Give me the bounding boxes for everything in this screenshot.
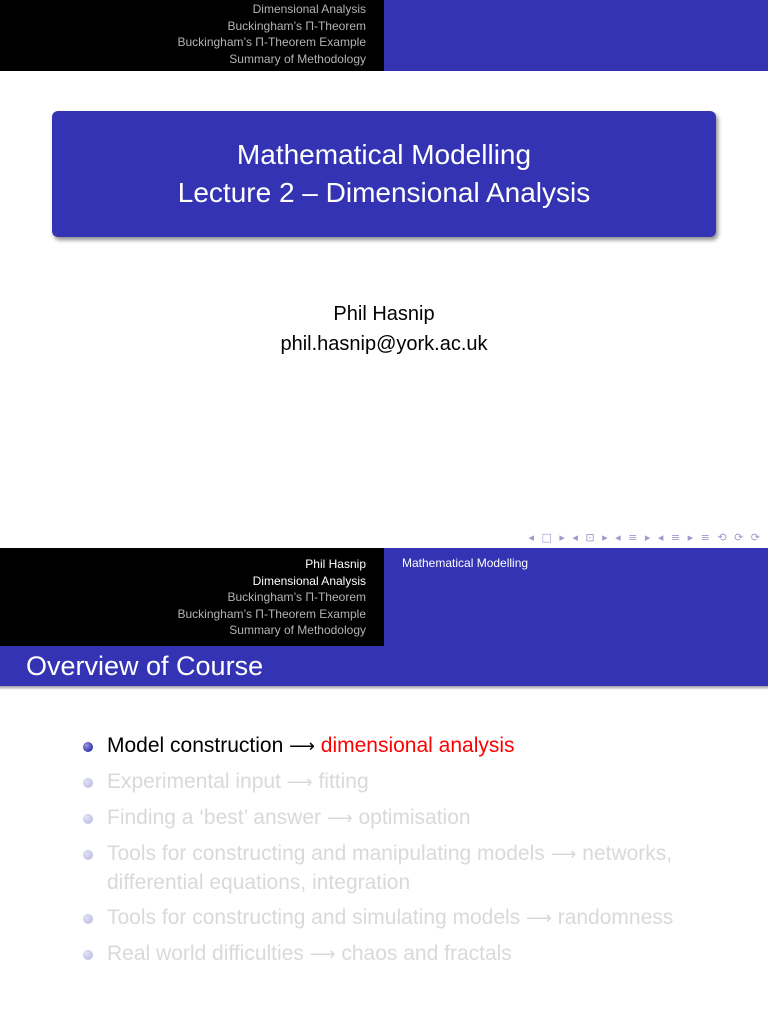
section-link-buckingham-theorem[interactable]: Buckingham’s Π-Theorem	[227, 18, 366, 33]
section-link-dimensional-analysis[interactable]: Dimensional Analysis	[252, 2, 366, 16]
arrow-icon: ⟶	[550, 844, 577, 865]
arrow-icon: ⟶	[309, 944, 336, 965]
list-item	[80, 768, 700, 797]
section-link-summary[interactable]: Summary of Methodology	[229, 623, 366, 637]
frame-title-shadow	[0, 686, 768, 690]
item-text: Experimental input	[107, 770, 281, 793]
bullet-icon	[83, 850, 93, 860]
title-line-2: Lecture 2 – Dimensional Analysis	[177, 177, 591, 208]
section-link-buckingham-example[interactable]: Buckingham’s Π-Theorem Example	[177, 35, 366, 49]
section-nav-top	[0, 0, 384, 71]
overview-list	[80, 732, 700, 976]
bullet-icon	[83, 742, 93, 752]
arrow-icon: ⟶	[289, 736, 315, 757]
item-target: dimensional analysis	[320, 734, 515, 757]
header-bar-second	[0, 548, 768, 646]
section-link-buckingham-example[interactable]: Buckingham’s Π-Theorem Example	[177, 606, 366, 621]
title-line-1: Mathematical Modelling	[236, 139, 532, 170]
section-link-summary[interactable]: Summary of Methodology	[229, 51, 366, 66]
item-target: optimisation	[358, 806, 471, 829]
section-nav-second	[0, 548, 384, 646]
item-text: Tools for constructing and simulating models	[107, 906, 521, 929]
section-link-buckingham-theorem[interactable]: Buckingham’s Π-Theorem	[227, 590, 366, 604]
header-author: Phil Hasnip	[305, 557, 366, 571]
title-block	[52, 111, 716, 237]
navigation-symbols[interactable]: ◂ □ ▸ ◂ ⊡ ▸ ◂ ≡ ▸ ◂ ≡ ▸ ≡ ⟲ ⟳ ⟳	[528, 531, 762, 544]
author-email: phil.hasnip@york.ac.uk	[280, 333, 488, 355]
header-title-area-second	[384, 548, 768, 646]
arrow-icon: ⟶	[526, 908, 552, 929]
header-title-area-top	[384, 0, 768, 71]
bullet-icon	[83, 778, 93, 788]
author-name: Phil Hasnip	[333, 303, 435, 325]
header-presentation-title: Mathematical Modelling	[402, 556, 529, 570]
frame-title: Overview of Course	[0, 646, 768, 686]
item-text: Model construction	[107, 734, 284, 757]
bullet-icon	[83, 950, 93, 960]
list-item	[80, 804, 700, 833]
item-target: fitting	[318, 770, 369, 793]
section-link-dimensional-analysis-current[interactable]: Dimensional Analysis	[252, 573, 366, 588]
list-item	[80, 904, 700, 933]
item-text: Real world difficulties	[107, 942, 304, 965]
item-target: chaos and fractals	[341, 942, 512, 965]
list-item	[80, 840, 700, 897]
item-text: Tools for constructing and manipulating models	[107, 842, 545, 865]
item-target: randomness	[557, 906, 674, 929]
header-bar-top	[0, 0, 768, 71]
bullet-icon	[83, 814, 93, 824]
arrow-icon: ⟶	[286, 772, 313, 793]
item-target: networks, differential equations, integration	[107, 842, 673, 894]
bullet-icon	[83, 914, 93, 924]
item-text: Finding a ‘best’ answer	[107, 806, 321, 829]
list-item	[80, 732, 700, 761]
list-item	[80, 940, 700, 969]
arrow-icon: ⟶	[326, 808, 353, 829]
